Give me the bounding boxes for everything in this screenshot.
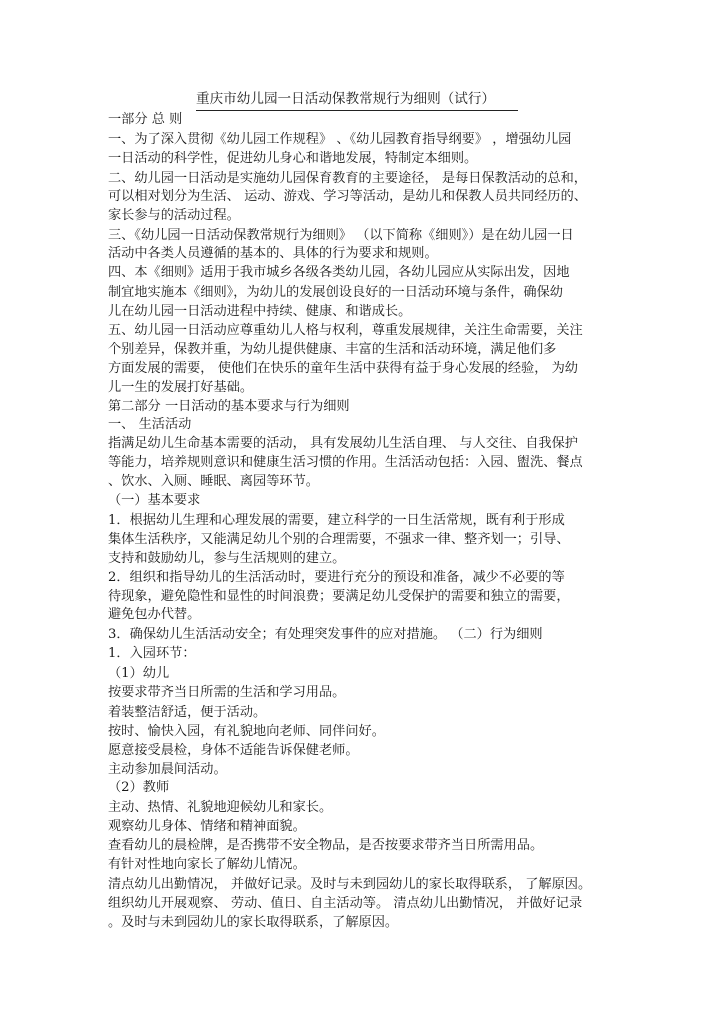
text-line: 主动参加晨间活动。	[108, 762, 227, 777]
text-line: 活动中各类人员遵循的基本的、具体的行为要求和规则。	[108, 246, 438, 261]
title-underline	[196, 110, 518, 111]
text-line: 三、《幼儿园一日活动保教常规行为细则》 （以下简称《细则》）是在幼儿园一日	[108, 228, 574, 243]
text-line: 组织幼儿开展观察、 劳动、值日、自主活动等。 清点幼儿出勤情况， 并做好记录	[108, 896, 583, 911]
text-line: 集体生活秩序，又能满足幼儿个别的合理需要，不强求一律、整齐划一；引导、	[108, 532, 570, 547]
text-line: 儿一生的发展打好基础。	[108, 380, 254, 395]
text-line: 主动、热情、礼貌地迎候幼儿和家长。	[108, 800, 333, 815]
text-line: 2．组织和指导幼儿的生活活动时，要进行充分的预设和准备，减少不必要的等	[108, 570, 565, 585]
document-title: 重庆市幼儿园一日活动保教常规行为细则（试行）	[196, 91, 496, 107]
text-line: 等能力，培养规则意识和健康生活习惯的作用。生活活动包括：入园、盥洗、餐点	[108, 455, 583, 470]
text-line: 支持和鼓励幼儿，参与生活规则的建立。	[108, 551, 346, 566]
text-line: 儿在幼儿园一日活动进程中持续、健康、和谐成长。	[108, 304, 412, 319]
text-line: 着装整洁舒适，便于活动。	[108, 705, 267, 720]
text-line: 待现象，避免隐性和显性的时间浪费；要满足幼儿受保护的需要和独立的需要，	[108, 589, 570, 604]
text-line: 二、幼儿园一日活动是实施幼儿园保育教育的主要途径， 是每日保教活动的总和，	[108, 171, 587, 186]
text-line: 方面发展的需要， 使他们在快乐的童年生活中获得有益于身心发展的经验， 为幼	[108, 361, 578, 376]
text-line: 清点幼儿出勤情况， 并做好记录。及时与未到园幼儿的家长取得联系， 了解原因。	[108, 877, 592, 892]
text-line: 按要求带齐当日所需的生活和学习用品。	[108, 685, 346, 700]
text-line: 1．入园环节：	[108, 646, 196, 661]
text-line: 。及时与未到园幼儿的家长取得联系，了解原因。	[108, 915, 399, 930]
text-line: 一、为了深入贯彻《幼儿园工作规程》 、《幼儿园教育指导纲要》 ，增强幼儿园	[108, 132, 572, 147]
text-line: 家长参与的活动过程。	[108, 208, 240, 223]
text-line: 避免包办代替。	[108, 607, 201, 622]
text-line: 制宜地实施本《细则》，为幼儿的发展创设良好的一日活动环境与条件，确保幼	[108, 285, 563, 300]
text-line: 五、幼儿园一日活动应尊重幼儿人格与权利，尊重发展规律，关注生命需要，关注	[108, 323, 583, 338]
text-line: 四、本《细则》适用于我市城乡各级各类幼儿园，各幼儿园应从实际出发，因地	[108, 265, 570, 280]
text-line: 按时、愉快入园，有礼貌地向老师、同伴问好。	[108, 724, 385, 739]
text-line: 愿意接受晨检，身体不适能告诉保健老师。	[108, 743, 359, 758]
text-line: 一日活动的科学性，促进幼儿身心和谐地发展，特制定本细则。	[108, 151, 478, 166]
text-line: 一部分 总 则	[108, 112, 183, 127]
text-line: 1．根据幼儿生理和心理发展的需要，建立科学的一日生活常规，既有利于形成	[108, 513, 565, 528]
title-block	[196, 90, 518, 108]
text-line: 查看幼儿的晨检牌，是否携带不安全物品，是否按要求带齐当日所需用品。	[108, 838, 544, 853]
text-line: 一、 生活活动	[108, 417, 192, 432]
text-line: 观察幼儿身体、情绪和精神面貌。	[108, 819, 306, 834]
text-line: （一）基本要求	[108, 493, 201, 508]
text-line: 、饮水、入厕、睡眠、离园等环节。	[108, 474, 319, 489]
text-line: （1）幼儿	[108, 666, 170, 681]
text-line: 可以相对划分为生活、 运动、游戏、学习等活动，是幼儿和保教人员共同经历的、	[108, 189, 587, 204]
text-line: 第二部分 一日活动的基本要求与行为细则	[108, 399, 350, 414]
text-line: 个别差异，保教并重，为幼儿提供健康、丰富的生活和活动环境，满足他们多	[108, 342, 557, 357]
text-line: 指满足幼儿生命基本需要的活动， 具有发展幼儿生活自理、 与人交往、自我保护	[108, 436, 578, 451]
text-line: 3．确保幼儿生活活动安全；有处理突发事件的应对措施。 （二）行为细则	[108, 627, 543, 642]
text-line: （2）教师	[108, 780, 170, 795]
text-line: 有针对性地向家长了解幼儿情况。	[108, 857, 306, 872]
